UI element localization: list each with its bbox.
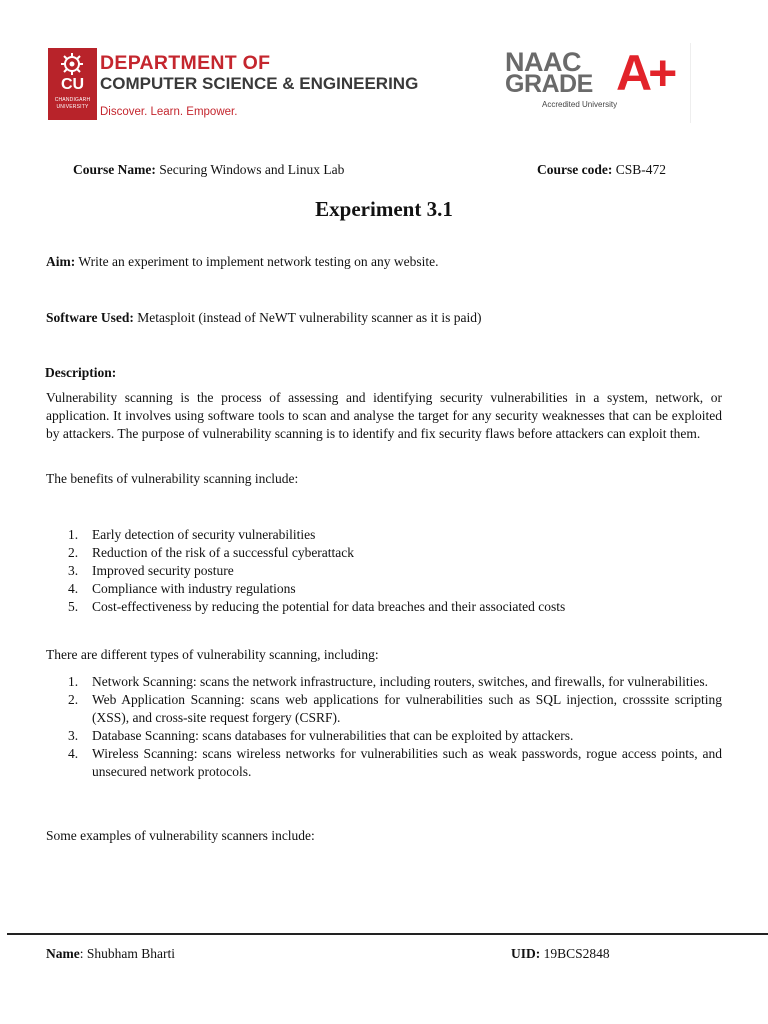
- types-intro: There are different types of vulnerability scanning, including:: [46, 647, 379, 662]
- list-item: [46, 673, 722, 691]
- naac-badge: [504, 45, 690, 110]
- student-name-value: : Shubham Bharti: [79, 946, 175, 961]
- list-number: 4.: [68, 581, 79, 596]
- software-label: Software Used:: [46, 310, 134, 325]
- course-name-value: Securing Windows and Linux Lab: [159, 162, 345, 177]
- footer-divider: [7, 933, 768, 935]
- list-number: 2.: [68, 545, 79, 560]
- list-number: 1.: [68, 674, 79, 689]
- header-banner: [46, 43, 691, 123]
- software-text: Metasploit (instead of NeWT vulnerability scanner as it is paid): [137, 310, 482, 325]
- list-item: [46, 580, 722, 598]
- list-item: [46, 544, 722, 562]
- list-item-text: Network Scanning: scans the network infrastructure, including routers, switches, and firewalls, for vulnerabilities.: [92, 674, 708, 689]
- page-title: Experiment 3.1: [315, 197, 453, 221]
- list-item: [46, 598, 722, 616]
- uid-label: UID:: [511, 946, 541, 961]
- list-item: [46, 745, 722, 781]
- software-used: [46, 309, 482, 327]
- student-name-label: Name: [46, 946, 80, 961]
- benefits-list: [46, 526, 722, 616]
- examples-intro: Some examples of vulnerability scanners include:: [46, 828, 315, 843]
- list-item-text: Improved security posture: [92, 563, 234, 578]
- grade-label: GRADE: [505, 70, 593, 98]
- list-number: 5.: [68, 599, 79, 614]
- list-item-text: Cost-effectiveness by reducing the potential for data breaches and their associated costs: [92, 599, 566, 614]
- course-name-label: Course Name:: [73, 162, 156, 177]
- list-item-text: Early detection of security vulnerabilities: [92, 527, 316, 542]
- list-item: [46, 727, 722, 745]
- aim: [46, 253, 439, 271]
- logo-university-name: CHANDIGARH UNIVERSITY: [54, 97, 91, 110]
- logo-letters: CU: [60, 76, 85, 93]
- list-number: 1.: [68, 527, 79, 542]
- naac-label: NAAC: [505, 47, 581, 77]
- naac-grade: A+: [616, 45, 674, 101]
- list-item-text: Database Scanning: scans databases for vulnerabilities that can be exploited by attackers.: [92, 728, 574, 743]
- gear-emblem-icon: [60, 52, 84, 76]
- description-heading: [45, 364, 116, 382]
- benefits-intro: The benefits of vulnerability scanning include:: [46, 471, 299, 486]
- department-name: COMPUTER SCIENCE & ENGINEERING: [100, 74, 419, 93]
- aim-label: Aim:: [46, 254, 76, 269]
- student-uid: [511, 945, 610, 963]
- aim-text: Write an experiment to implement network testing on any website.: [78, 254, 439, 269]
- list-item-text: Web Application Scanning: scans web applications for vulnerabilities such as SQL injection, crosssite scripting (XSS), and cross-site request forgery (CSRF).: [92, 692, 722, 725]
- description-paragraph: Vulnerability scanning is the process of assessing and identifying security vulnerabilities in a system, network, or application. It involves using software tools to scan and analyse the target for any security weaknesses that can be exploited by attackers. The purpose of vulnerability scanning is to identify and fix security flaws before attackers can exploit them.: [46, 390, 722, 441]
- student-name: [46, 945, 175, 963]
- list-item-text: Compliance with industry regulations: [92, 581, 296, 596]
- list-item: [46, 526, 722, 544]
- course-code: [537, 161, 666, 179]
- accredited-text: Accredited University: [542, 100, 618, 109]
- list-item: [46, 562, 722, 580]
- tagline: Discover. Learn. Empower.: [100, 106, 238, 118]
- list-item-text: Reduction of the risk of a successful cyberattack: [92, 545, 355, 560]
- list-number: 3.: [68, 563, 79, 578]
- department-heading: DEPARTMENT OF: [100, 52, 271, 74]
- list-item: [46, 691, 722, 727]
- university-logo: [48, 48, 97, 120]
- course-code-label: Course code:: [537, 162, 613, 177]
- list-number: 2.: [68, 692, 79, 707]
- list-number: 4.: [68, 746, 79, 761]
- course-code-value: CSB-472: [615, 162, 666, 177]
- course-name: [73, 161, 344, 179]
- types-list: [46, 673, 722, 781]
- list-number: 3.: [68, 728, 79, 743]
- list-item-text: Wireless Scanning: scans wireless networks for vulnerabilities such as weak passwords, rogue access points, and unsecured network protocols.: [92, 746, 722, 779]
- uid-value: 19BCS2848: [543, 946, 610, 961]
- description-label: Description:: [45, 365, 117, 380]
